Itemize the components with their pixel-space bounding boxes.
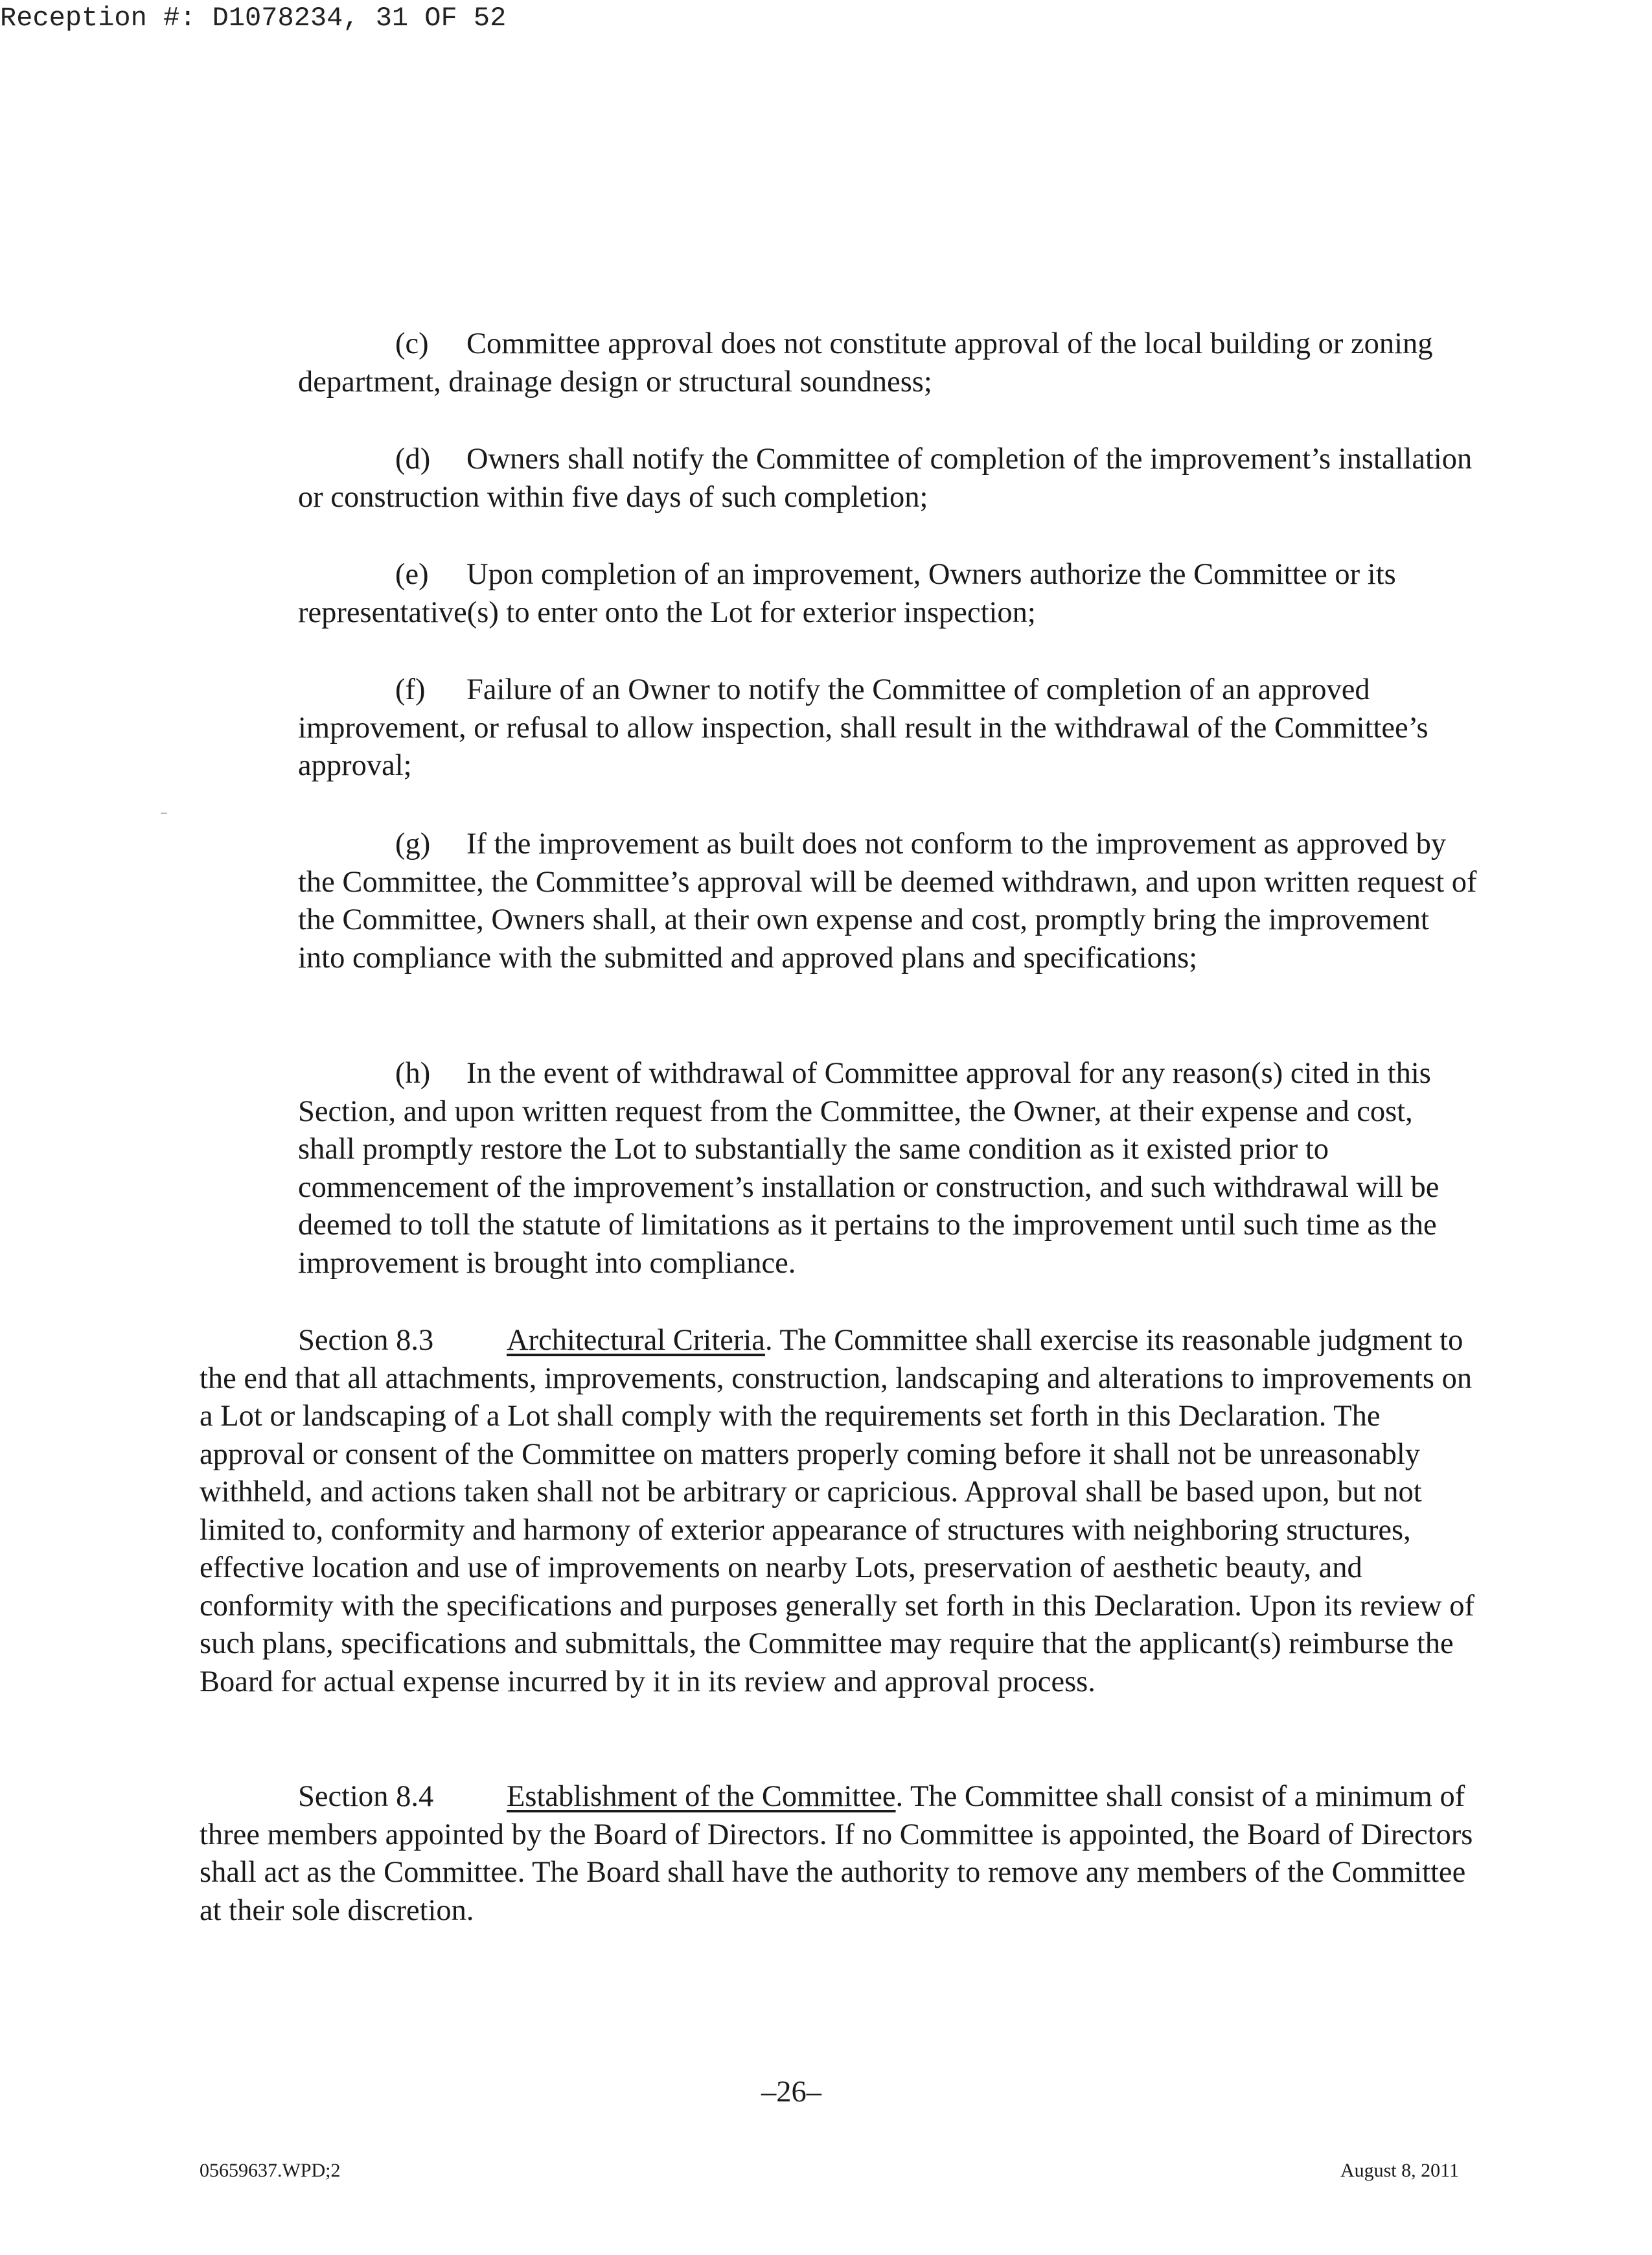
clause-g xyxy=(298,826,1477,977)
clause-d-text: Owners shall notify the Committee of completion of the improvement’s installation or construction within five days of such completion; xyxy=(298,443,1473,514)
clause-g-text: If the improvement as built does not conform to the improvement as approved by the Committee, the Committee’s approval will be deemed withdrawn, and upon written request of the Committee, Owners shall, at their own expense and cost, promptly bring the improvement into compliance with the submitted and approved plans and specifications; xyxy=(298,827,1477,975)
clause-f-label: (f) xyxy=(395,673,426,706)
clause-f xyxy=(298,671,1477,785)
section-8-4 xyxy=(200,1778,1477,1930)
section-8-3-label: Section 8.3 xyxy=(298,1324,434,1357)
clause-g-label: (g) xyxy=(395,827,431,861)
clause-h-label: (h) xyxy=(395,1057,431,1090)
clause-h xyxy=(298,1055,1477,1282)
clause-c-text: Committee approval does not constitute approval of the local building or zoning department, drainage design or structural soundness; xyxy=(298,327,1433,399)
clause-h-text: In the event of withdrawal of Committee approval for any reason(s) cited in this Section, and upon written request from the Committee, the Owner, at their expense and cost, shall promptly restore the Lot to substantially the same condition as it existed prior to commencement of the improvement’s installation or construction, and such withdrawal will be deemed to toll the statute of limitations as it pertains to the improvement until such time as the improvement is brought into compliance. xyxy=(298,1057,1440,1280)
clause-d-label: (d) xyxy=(395,443,431,476)
clause-c xyxy=(298,325,1477,401)
margin-mark xyxy=(161,813,167,814)
section-8-3-text: . The Committee shall exercise its reasonable judgment to the end that all attachments, improvements, construction, landscaping and alterations to improvements on a Lot or landscaping of a Lot shall comply with the requirements set forth in this Declaration. The approval or consent of the Committee on matters properly coming before it shall not be unreasonably withheld, and actions taken shall not be arbitrary or capricious. Approval shall be based upon, but not limited to, conformity and harmony of exterior appearance of structures with neighboring structures, effective location and use of improvements on nearby Lots, preservation of aesthetic beauty, and conformity with the specifications and purposes generally set forth in this Declaration. Upon its review of such plans, specifications and submittals, the Committee may require that the applicant(s) reimburse the Board for actual expense incurred by it in its review and approval process. xyxy=(200,1324,1474,1698)
clause-f-text: Failure of an Owner to notify the Committee of completion of an approved improvement, or refusal to allow inspection, shall result in the withdrawal of the Committee’s approval; xyxy=(298,673,1428,782)
clause-d xyxy=(298,441,1477,516)
clause-e xyxy=(298,556,1477,632)
section-8-4-title: Establishment of the Committee xyxy=(507,1780,896,1813)
section-8-3 xyxy=(200,1322,1477,1701)
clause-e-text: Upon completion of an improvement, Owners authorize the Committee or its representative(s) to enter onto the Lot for exterior inspection; xyxy=(298,558,1396,629)
clause-e-label: (e) xyxy=(395,558,429,591)
clause-c-label: (c) xyxy=(395,327,429,360)
page-number: –26– xyxy=(761,2076,821,2109)
reception-stamp: Reception #: D1078234, 31 OF 52 xyxy=(0,3,507,34)
document-date: August 8, 2011 xyxy=(1340,2160,1459,2181)
section-8-4-text: . The Committee shall consist of a minimum of three members appointed by the Board of Directors. If no Committee is appointed, the Board of Directors shall act as the Committee. The Board shall have the authority to remove any members of the Committee at their sole discretion. xyxy=(200,1780,1473,1927)
section-8-4-label: Section 8.4 xyxy=(298,1780,434,1813)
section-8-3-title: Architectural Criteria xyxy=(507,1324,765,1357)
document-id: 05659637.WPD;2 xyxy=(200,2160,341,2181)
